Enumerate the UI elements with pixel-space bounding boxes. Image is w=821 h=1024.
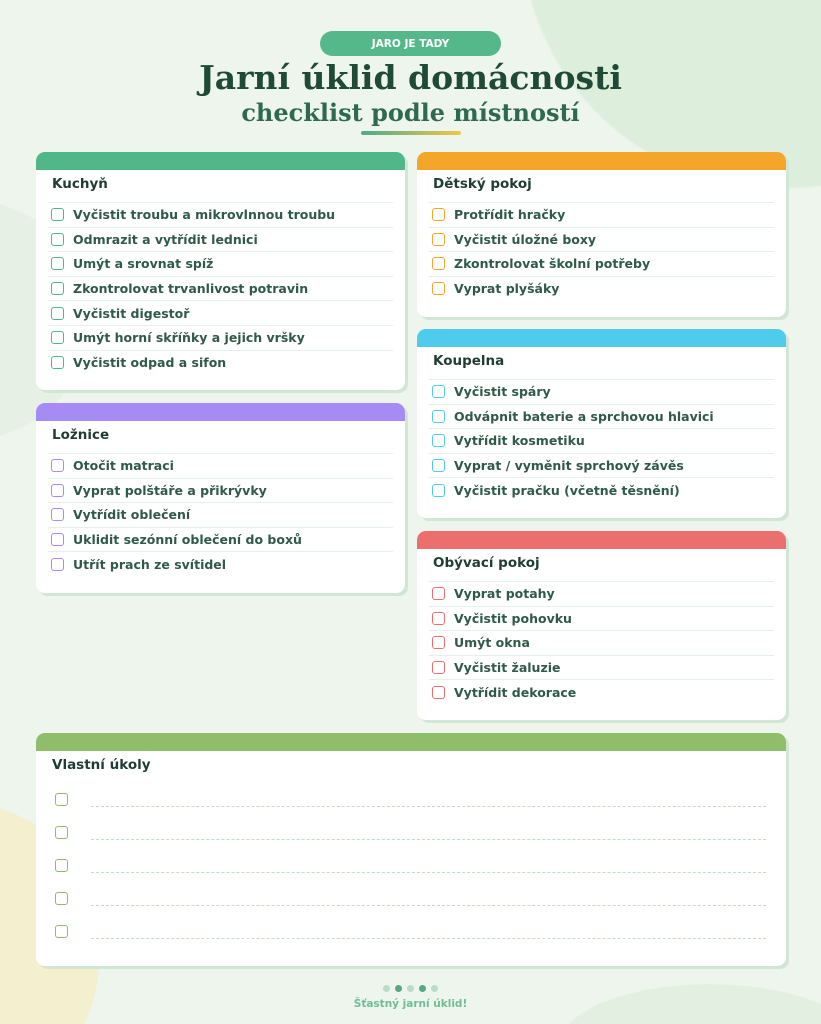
checklist-item[interactable]: [429, 581, 774, 606]
write-in-line[interactable]: [91, 938, 766, 939]
item-label: Vyčistit žaluzie: [454, 660, 561, 676]
page-dots: [383, 985, 438, 992]
checklist-item[interactable]: [429, 606, 774, 631]
custom-task-row: [52, 882, 766, 915]
section-title: Obývací pokoj: [433, 555, 540, 571]
checklist-item[interactable]: [429, 379, 774, 404]
checkbox[interactable]: [51, 233, 64, 246]
checklist-item[interactable]: [48, 227, 393, 252]
checkbox[interactable]: [51, 508, 64, 521]
item-label: Vyčistit digestoř: [73, 305, 190, 321]
custom-task-list: [36, 783, 786, 948]
item-label: Vyčistit odpad a sifon: [73, 354, 227, 370]
checkbox[interactable]: [432, 484, 445, 497]
checkbox[interactable]: [55, 826, 68, 839]
checklist-item[interactable]: [429, 477, 774, 502]
item-label: Vytřídit oblečení: [73, 507, 191, 523]
checkbox[interactable]: [55, 925, 68, 938]
checkbox[interactable]: [432, 612, 445, 625]
checkbox[interactable]: [432, 208, 445, 221]
card-koupelna: [417, 329, 786, 518]
section-title: Koupelna: [433, 353, 505, 369]
card-detsky-pokoj: [417, 152, 786, 317]
card-header-band: [36, 152, 405, 170]
item-label: Zkontrolovat trvanlivost potravin: [73, 281, 309, 297]
checklist-item[interactable]: [48, 276, 393, 301]
item-label: Vyčistit úložné boxy: [454, 231, 597, 247]
page-dot: [407, 985, 414, 992]
item-label: Vyčistit troubu a mikrovlnnou troubu: [73, 207, 336, 223]
checklist-item[interactable]: [48, 350, 393, 375]
checklist-item[interactable]: [429, 276, 774, 301]
item-label: Vyčistit pračku (včetně těsnění): [454, 482, 680, 498]
card-header-band: [417, 152, 786, 170]
checklist-item[interactable]: [48, 478, 393, 503]
checkbox[interactable]: [51, 331, 64, 344]
checklist-item[interactable]: [429, 251, 774, 276]
checkbox[interactable]: [432, 459, 445, 472]
checkbox[interactable]: [51, 533, 64, 546]
section-title: Dětský pokoj: [433, 176, 532, 192]
card-vlastni-ukoly: [36, 733, 786, 966]
checkbox[interactable]: [432, 636, 445, 649]
checkbox[interactable]: [51, 558, 64, 571]
title-underline: [361, 131, 461, 135]
checkbox[interactable]: [51, 356, 64, 369]
checklist-item[interactable]: [48, 527, 393, 552]
checklist-item[interactable]: [48, 325, 393, 350]
checklist-item[interactable]: [429, 655, 774, 680]
card-header-band: [417, 531, 786, 549]
write-in-line[interactable]: [91, 905, 766, 906]
section-title: Kuchyň: [52, 176, 108, 192]
checkbox[interactable]: [432, 233, 445, 246]
item-label: Odmrazit a vytřídit lednici: [73, 231, 258, 247]
checkbox[interactable]: [432, 661, 445, 674]
card-header-band: [417, 329, 786, 347]
page-title: Jarní úklid domácnosti: [199, 58, 622, 97]
write-in-line[interactable]: [91, 839, 766, 840]
page-subtitle: checklist podle místností: [241, 98, 580, 127]
custom-task-row: [52, 849, 766, 882]
checkbox[interactable]: [432, 434, 445, 447]
checklist: [429, 202, 774, 300]
season-badge: JARO JE TADY: [320, 31, 501, 56]
card-header-band: [36, 733, 786, 751]
custom-task-row: [52, 816, 766, 849]
checkbox[interactable]: [432, 282, 445, 295]
item-label: Otočit matraci: [73, 458, 174, 474]
checkbox[interactable]: [51, 307, 64, 320]
write-in-line[interactable]: [91, 872, 766, 873]
checklist-item[interactable]: [48, 453, 393, 478]
item-label: Umýt a srovnat spíž: [73, 256, 214, 272]
checklist: [48, 202, 393, 374]
checklist: [48, 453, 393, 576]
custom-task-row: [52, 783, 766, 816]
card-kuchyn: [36, 152, 405, 390]
page-dot: [431, 985, 438, 992]
item-label: Vyprat potahy: [454, 586, 555, 602]
card-obyvaci-pokoj: [417, 531, 786, 720]
checkbox[interactable]: [51, 257, 64, 270]
checkbox[interactable]: [432, 385, 445, 398]
page-dot: [419, 985, 426, 992]
checkbox[interactable]: [432, 257, 445, 270]
item-label: Zkontrolovat školní potřeby: [454, 256, 651, 272]
checklist-item[interactable]: [48, 502, 393, 527]
checkbox[interactable]: [51, 208, 64, 221]
item-label: Odvápnit baterie a sprchovou hlavici: [454, 408, 714, 424]
checklist-item[interactable]: [429, 404, 774, 429]
checklist-item[interactable]: [429, 428, 774, 453]
item-label: Umýt horní skříňky a jejich vršky: [73, 330, 305, 346]
checkbox[interactable]: [55, 859, 68, 872]
item-label: Vyčistit spáry: [454, 384, 551, 400]
checklist: [429, 379, 774, 502]
checklist-item[interactable]: [429, 453, 774, 478]
item-label: Umýt okna: [454, 635, 530, 651]
checkbox[interactable]: [51, 484, 64, 497]
section-title: Vlastní úkoly: [52, 757, 151, 773]
checklist-item[interactable]: [48, 300, 393, 325]
card-header-band: [36, 403, 405, 421]
checklist: [429, 581, 774, 704]
card-loznice: [36, 403, 405, 593]
item-label: Vytřídit kosmetiku: [454, 433, 585, 449]
item-label: Uklidit sezónní oblečení do boxů: [73, 532, 302, 548]
item-label: Protřídit hračky: [454, 207, 566, 223]
checkbox[interactable]: [51, 282, 64, 295]
item-label: Utřít prach ze svítidel: [73, 556, 227, 572]
page-dot: [395, 985, 402, 992]
checklist-item[interactable]: [48, 551, 393, 576]
checkbox[interactable]: [55, 793, 68, 806]
checkbox[interactable]: [55, 892, 68, 905]
checkbox[interactable]: [432, 686, 445, 699]
section-title: Ložnice: [52, 427, 110, 443]
checkbox[interactable]: [432, 410, 445, 423]
item-label: Vytřídit dekorace: [454, 684, 577, 700]
checklist-item[interactable]: [429, 202, 774, 227]
page-dot: [383, 985, 390, 992]
custom-task-row: [52, 915, 766, 948]
checklist-item[interactable]: [429, 679, 774, 704]
checklist-item[interactable]: [429, 630, 774, 655]
footer-text: Šťastný jarní úklid!: [353, 998, 468, 1010]
item-label: Vyprat plyšáky: [454, 281, 560, 297]
checklist-item[interactable]: [48, 202, 393, 227]
item-label: Vyprat / vyměnit sprchový závěs: [454, 458, 684, 474]
item-label: Vyčistit pohovku: [454, 610, 572, 626]
checkbox[interactable]: [432, 587, 445, 600]
item-label: Vyprat polštáře a přikrývky: [73, 482, 267, 498]
checklist-item[interactable]: [48, 251, 393, 276]
checkbox[interactable]: [51, 459, 64, 472]
write-in-line[interactable]: [91, 806, 766, 807]
checklist-item[interactable]: [429, 227, 774, 252]
